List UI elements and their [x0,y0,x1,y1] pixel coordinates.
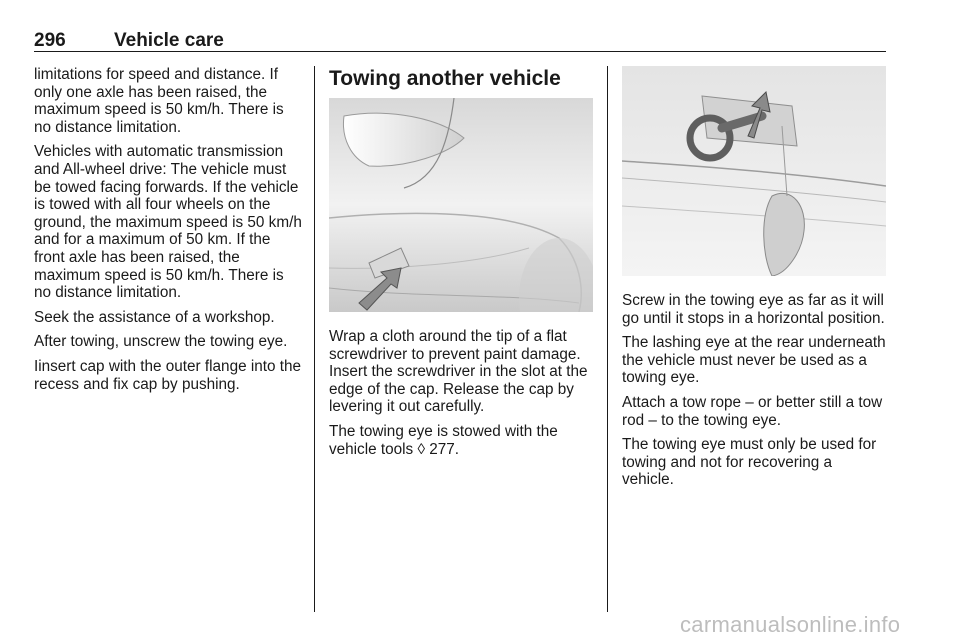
paragraph: After towing, unscrew the towing eye. [34,333,288,351]
figure-towing-eye [622,66,886,276]
paragraph: Vehicles with automatic transmission and All-wheel drive: The vehicle must be towed facing forwards. If the vehicle is towed with all four wheels on the ground, the maximum speed is 50 km/h and for a maximum of 50 km. If the front axle has been raised, the maximum speed is 50 km/h. There is no distance limitation. [34,143,302,302]
paragraph: The towing eye must only be used for towing and not for recovering a vehicle. [622,436,877,489]
column-divider-2 [607,66,608,612]
paragraph: Seek the assistance of a workshop. [34,308,275,326]
ref-text: The towing eye is stowed with the vehicle tools [329,422,558,458]
header-divider [34,51,886,52]
paragraph-tool-ref [329,423,593,458]
column-divider-1 [314,66,315,612]
watermark: carmanualsonline.info [680,612,901,637]
paragraph: limitations for speed and distance. If only one axle has been raised, the maximum speed is 50 km/h. There is no distance limitation. [34,66,284,136]
page-number: 296 [34,30,66,51]
figure-cap-removal [329,98,593,312]
column-2 [329,66,593,465]
page-header [34,30,886,52]
paragraph: Iinsert cap with the outer flange into the recess and fix cap by pushing. [34,357,302,393]
section-title: Vehicle care [114,30,224,51]
paragraph: Attach a tow rope – or better still a tow rod – to the towing eye. [622,393,883,429]
page-ref-icon: ◊ [417,440,425,458]
section-heading: Towing another vehicle [329,67,561,90]
paragraph: Wrap a cloth around the tip of a flat screwdriver to prevent paint damage. Insert the screwdriver in the slot at the edge of the cap. Release the cap by levering it out carefully. [329,328,588,416]
column-1 [34,66,302,400]
column-3 [622,292,888,496]
page-ref-link[interactable]: 277. [429,440,460,458]
paragraph: The lashing eye at the rear underneath the vehicle must never be used as a towing eye. [622,334,886,387]
paragraph: Screw in the towing eye as far as it will go until it stops in a horizontal position. [622,292,885,327]
